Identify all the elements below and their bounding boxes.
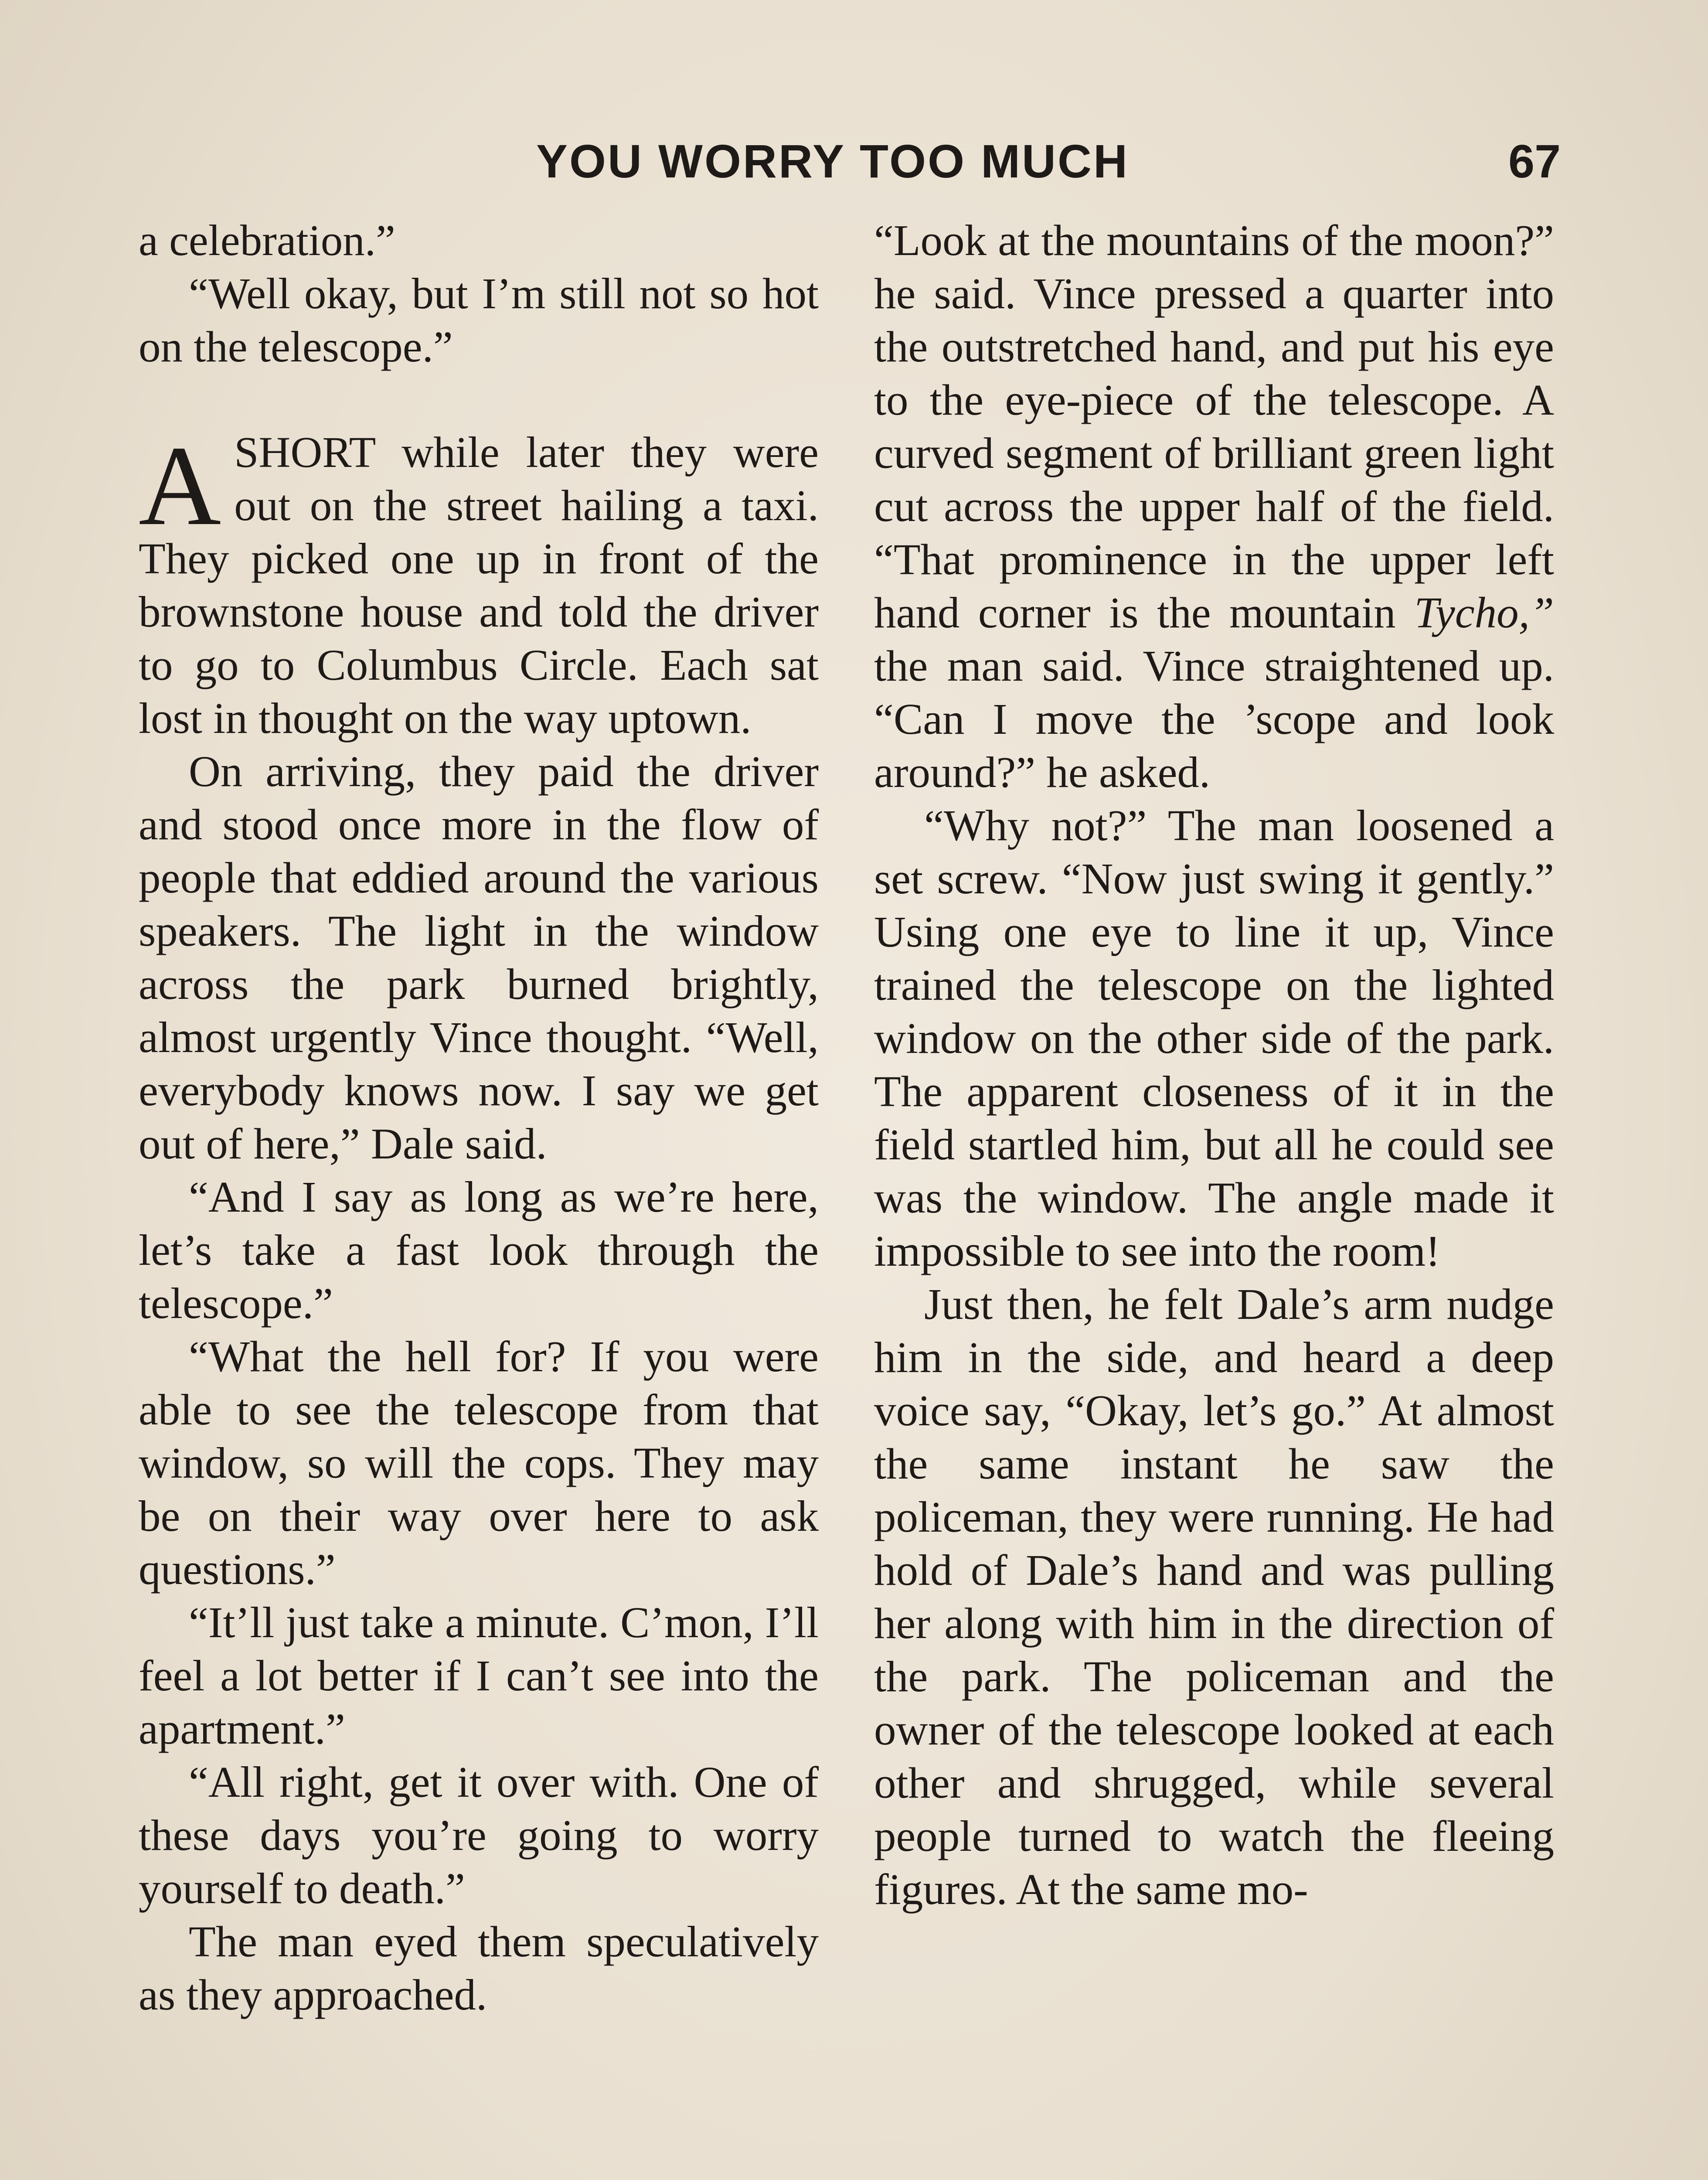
page-number: 67 bbox=[1508, 135, 1561, 187]
paragraph: “What the hell for? If you were able to see the telescope from that window, so will the cops. They may be on their way over here to ask questions.” bbox=[139, 1332, 819, 1594]
right-column bbox=[874, 214, 1554, 1916]
paragraph: “Well okay, but I’m still not so hot on the telescope.” bbox=[139, 269, 819, 371]
paragraph-text: the man said. Vince straightened up. “Can I move the ’scope and look around?” he asked. bbox=[874, 641, 1554, 797]
paragraph bbox=[874, 214, 1554, 799]
paragraph: The man eyed them speculatively as they approached. bbox=[139, 1917, 819, 2019]
running-title: YOU WORRY TOO MUCH bbox=[536, 135, 1130, 187]
paragraph: Just then, he felt Dale’s arm nudge him in the side, and heard a deep voice say, “Okay, let’s go.” At almost the same instant he saw the policeman, they were running. He had hold of Dale’s hand and was pulling her along with him in the direction of the park. The policeman and the owner of the telescope looked at each other and shrugged, while several people turned to watch the fleeing figures. At the same mo- bbox=[874, 1280, 1554, 1914]
running-head bbox=[0, 131, 1708, 192]
paragraph-text: “Look at the mountains of the moon?” he said. Vince pressed a quarter into the outstretched hand, and put his eye to the eye-piece of the telescope. A curved segment of brilliant green light cut across the upper half of the field. “That prominence in the upper left hand corner is the mountain bbox=[874, 216, 1554, 637]
paragraph: “All right, get it over with. One of these days you’re going to worry yourself to death.” bbox=[139, 1758, 819, 1913]
paragraph: “Why not?” The man loosened a set screw. “Now just swing it gently.” Using one eye to line it up, Vince trained the telescope on the lighted window on the other side of the park. The apparent closeness of it in the field startled him, but all he could see was the window. The angle made it impossible to see into the room! bbox=[874, 801, 1554, 1275]
paragraph: a celebration.” bbox=[139, 216, 395, 265]
paragraph-text: SHORT while later they were out on the street hailing a taxi. They picked one up in front of the brownstone house and told the driver to go to Columbus Circle. Each sat lost in thought on the way uptown. bbox=[139, 428, 819, 743]
left-column bbox=[139, 214, 819, 2021]
drop-cap: A bbox=[139, 422, 221, 549]
paragraph: “And I say as long as we’re here, let’s take a fast look through the telescope.” bbox=[139, 1172, 819, 1328]
paragraph: On arriving, they paid the driver and stood once more in the flow of people that eddied around the various speakers. The light in the window across the park burned brightly, almost urgently Vince thought. “Well, everybody knows now. I say we get out of here,” Dale said. bbox=[139, 747, 819, 1168]
section-opening-paragraph bbox=[139, 422, 819, 745]
italic-name: Tycho,” bbox=[1414, 588, 1554, 637]
paragraph: “It’ll just take a minute. C’mon, I’ll feel a lot better if I can’t see into the apartment.” bbox=[139, 1598, 819, 1753]
